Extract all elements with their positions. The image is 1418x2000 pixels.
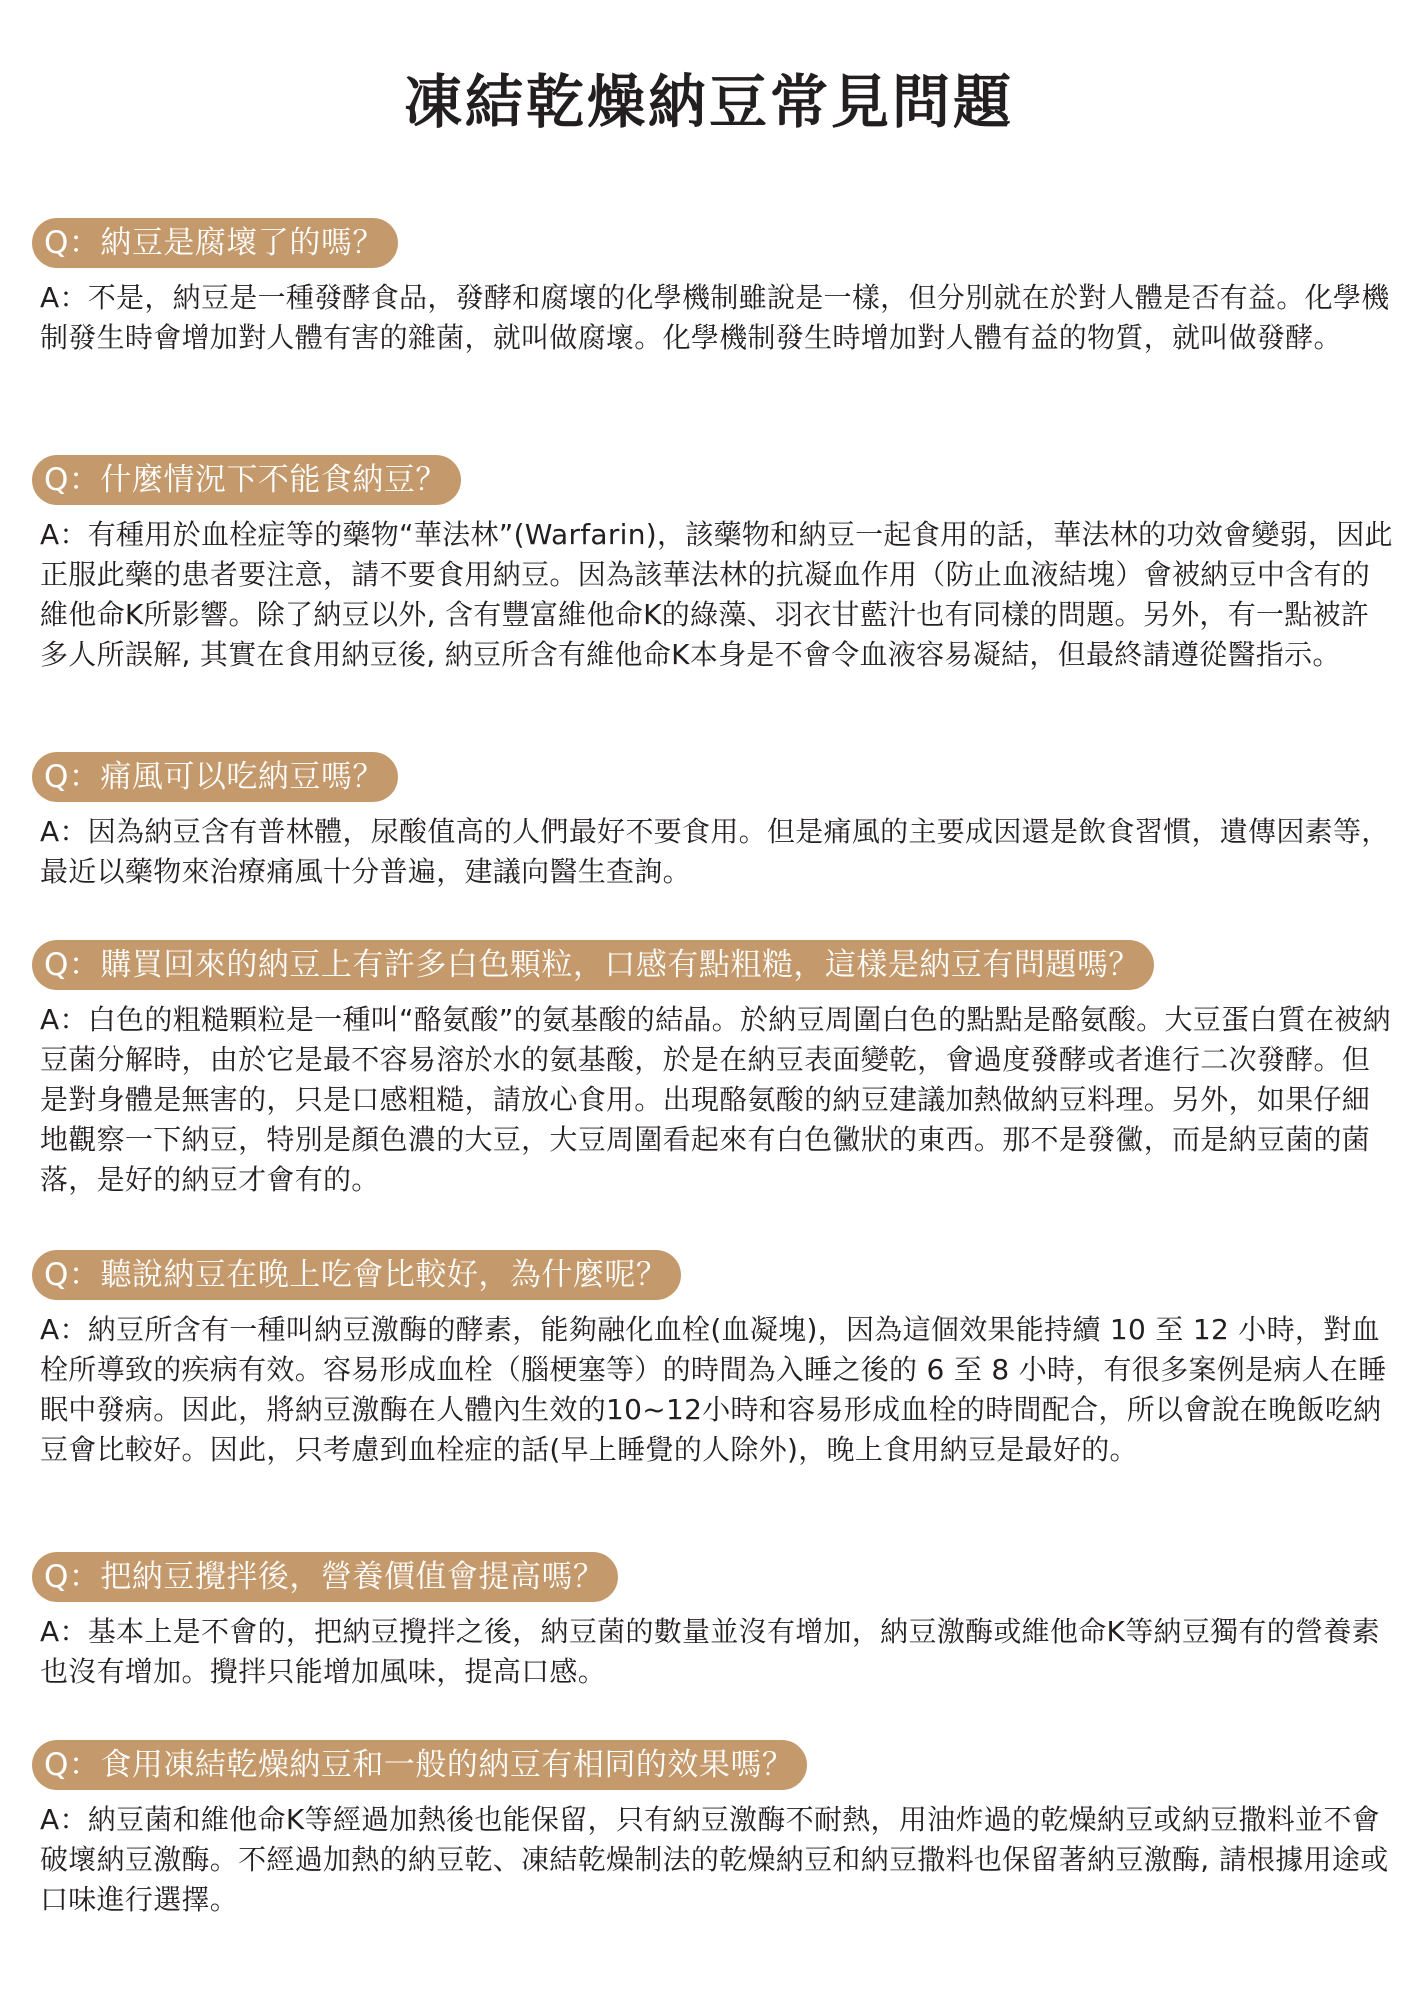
faq-answer: A：白色的粗糙顆粒是一種叫“酪氨酸”的氨基酸的結晶。於納豆周圍白色的點點是酪氨酸。大豆蛋白質在被納豆菌分解時，由於它是最不容易溶於水的氨基酸，於是在納豆表面變乾，會過度發酵或者進行二次發酵。但是對身體是無害的，只是口感粗糙，請放心食用。出現酪氨酸的納豆建議加熱做納豆料理。另外，如果仔細地觀察一下納豆，特別是顏色濃的大豆，大豆周圍看起來有白色黴狀的東西。那不是發黴，而是納豆菌的菌落，是好的納豆才會有的。	[40, 1003, 1391, 1196]
faq-answer: A：因為納豆含有普林體，尿酸值高的人們最好不要食用。但是痛風的主要成因還是飲食習慣，遺傳因素等，最近以藥物來治療痛風十分普遍，建議向醫生查詢。	[40, 815, 1390, 888]
faq-question: Q：納豆是腐壞了的嗎？	[32, 218, 398, 268]
faq-item-1	[32, 218, 1394, 358]
faq-item-5	[32, 1250, 1394, 1470]
faq-item-4	[32, 940, 1394, 1200]
faq-item-7	[32, 1740, 1394, 1920]
faq-question: Q：痛風可以吃納豆嗎？	[32, 752, 398, 802]
page-title: 凍結乾燥納豆常見問題	[403, 68, 1014, 136]
faq-answer: A：有種用於血栓症等的藥物“華法林”(Warfarin)，該藥物和納豆一起食用的話，華法林的功效會變弱，因此正服此藥的患者要注意，請不要食用納豆。因為該華法林的抗凝血作用（防止血液結塊）會被納豆中含有的維他命K所影響。除了納豆以外, 含有豐富維他命K的綠藻、羽衣甘藍汁也有同樣的問題。另外，有一點被許多人所誤解, 其實在食用納豆後, 納豆所含有維他命K本身是不會令血液容易凝結，但最終請遵從醫指示。	[40, 518, 1393, 671]
faq-question: Q：購買回來的納豆上有許多白色顆粒，口感有點粗糙，這樣是納豆有問題嗎？	[32, 940, 1154, 990]
faq-answer: A：納豆菌和維他命K等經過加熱後也能保留，只有納豆激酶不耐熱，用油炸過的乾燥納豆或納豆撒料並不會破壞納豆激酶。不經過加熱的納豆乾、凍結乾燥制法的乾燥納豆和納豆撒料也保留著納豆激酶, 請根據用途或口味進行選擇。	[40, 1803, 1389, 1916]
faq-question: Q：把納豆攪拌後，營養價值會提高嗎？	[32, 1552, 618, 1602]
faq-question: Q：聽說納豆在晚上吃會比較好，為什麼呢？	[32, 1250, 681, 1300]
faq-answer: A：基本上是不會的，把納豆攪拌之後，納豆菌的數量並沒有增加，納豆激酶或維他命K等納豆獨有的營養素也沒有增加。攪拌只能增加風味，提高口感。	[40, 1615, 1380, 1688]
faq-question: Q：什麼情況下不能食納豆？	[32, 455, 461, 505]
faq-item-2	[32, 455, 1394, 675]
faq-question: Q：食用凍結乾燥納豆和一般的納豆有相同的效果嗎？	[32, 1740, 807, 1790]
faq-item-3	[32, 752, 1394, 892]
faq-answer: A：不是，納豆是一種發酵食品，發酵和腐壞的化學機制雖說是一樣，但分別就在於對人體是否有益。化學機制發生時會增加對人體有害的雜菌，就叫做腐壞。化學機制發生時增加對人體有益的物質，就叫做發酵。	[40, 281, 1390, 354]
faq-item-6	[32, 1552, 1394, 1692]
faq-answer: A：納豆所含有一種叫納豆激酶的酵素，能夠融化血栓(血凝塊)，因為這個效果能持續 10 至 12 小時，對血栓所導致的疾病有效。容易形成血栓（腦梗塞等）的時間為入睡之後的 6 至 8 小時，有很多案例是病人在睡眠中發病。因此，將納豆激酶在人體內生效的10~12小時和容易形成血栓的時間配合，所以會說在晚飯吃納豆會比較好。因此，只考慮到血栓症的話(早上睡覺的人除外)，晚上食用納豆是最好的。	[40, 1313, 1387, 1466]
